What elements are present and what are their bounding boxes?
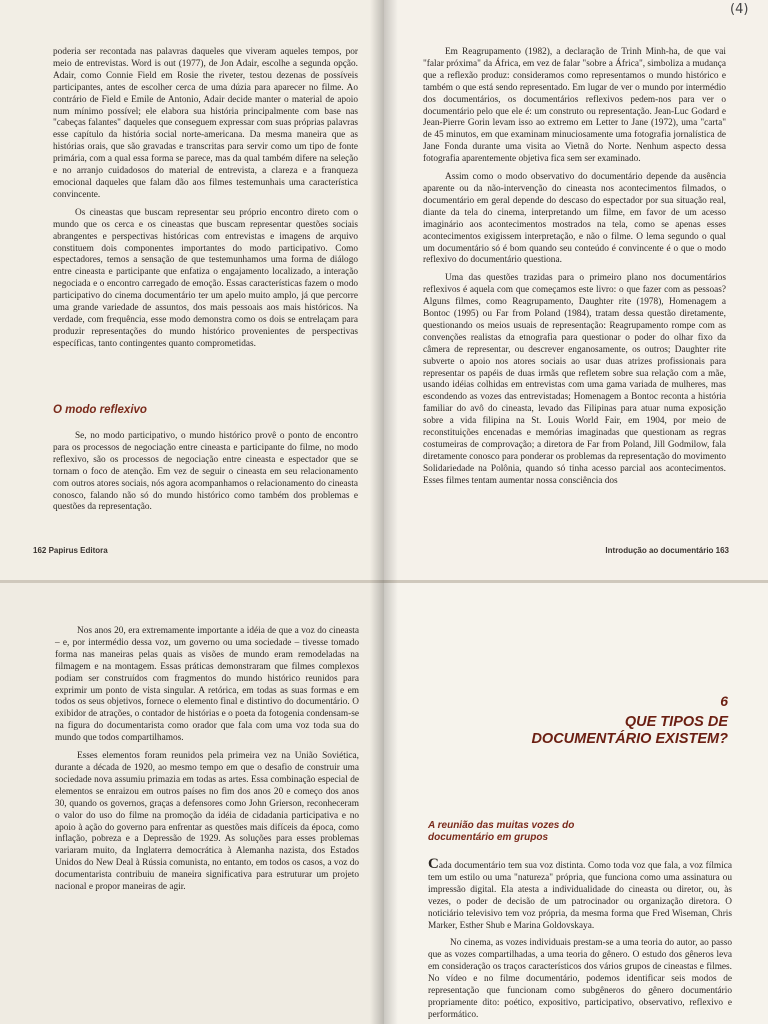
paragraph: Os cineastas que buscam representar seu próprio encontro direto com o mundo que os cerca e os cineastas que buscam representar questões sociais abrangentes e perspectivas históricas com entrevistas e imagens de arquivo constituem dois componentes importantes do modo participativo. Como espectadores, temos a sensação de que testemunhamos uma forma de diálogo entre cineasta e participante que enfatiza o engajamento localizado, a interação negociada e o encontro carregado de emoção. Essas características fazem o modo participativo do cinema documentário ter um apelo muito amplo, já que percorre uma grande variedade de assuntos, dos mais pessoais aos mais históricos. Na verdade, com frequência, esse modo demonstra como os dois se entrelaçam para produzir representações do mundo histórico provenientes de perspectivas específicas, tanto contingentes quanto comprometidas. xyxy=(53,207,358,349)
page-163 xyxy=(384,0,768,580)
page-bottom-left xyxy=(0,580,384,1024)
paragraph: No cinema, as vozes individuais prestam-se a uma teoria do autor, ao passo que as vozes compartilhadas, a uma teoria do gênero. O estudo dos gêneros leva em consideração os traços característicos dos vários grupos de cineastas e filmes. No vídeo e no filme documentário, podemos identificar seis modos de representação que funcionam como subgêneros do gênero documentário propriamente dito: poético, expositivo, participativo, observativo, reflexivo e performático. xyxy=(428,938,732,1020)
page-162 xyxy=(0,0,384,580)
page-edge xyxy=(0,580,384,583)
page-chapter-6 xyxy=(384,580,768,1024)
gutter-shadow xyxy=(370,0,384,580)
subheading-line: A reunião das muitas vozes do xyxy=(428,820,575,831)
paragraph: Esses elementos foram reunidos pela primeira vez na União Soviética, durante a década de 1920, ao mesmo tempo em que o desafio de construir uma sociedade nova assumiu primazia em todas as artes. Essa combinação especial de elementos se enraizou em outros países no fim dos anos 20 e começo dos anos 30, quando os governos, graças a defensores como John Grierson, reconheceram o valor do uso do filme na promoção da idéia de cidadania participativa e no apoio à ação do governo para enfrentar as questões mais difíceis da época, como inflação, pobreza e a Depressão de 1929. As soluções para esses problemas variaram muito, da Inglaterra democrática à Alemanha nazista, dos Estados Unidos do New Deal à Rússia comunista, no entanto, em todos os casos, a voz do documentarista contribuiu de maneira significativa para estruturar um projeto nacional e propor maneiras de agir. xyxy=(55,751,359,893)
paragraph: Uma das questões trazidas para o primeiro plano nos documentários reflexivos é aquela com que começamos este livro: o que fazer com as pessoas? Alguns filmes, como Reagrupamento, Daughter rite (1978), Homenagem a Bontoc (1995) ou Far from Poland (1984), tratam dessa questão diretamente, questionando os meios usuais de representação: Reagrupamento rompe com as convenções realistas da etnografia para questionar o poder do olhar fixo da câmera de representar, ou descrever enganosamente, os outros; Daughter rite subverte o apoio nos atores sociais ao usar duas atrizes profissionais para representar os papéis de duas irmãs que refletem sobre sua relação com a mãe, usando idéias colhidas em entrevistas com uma gama variada de mulheres, mas escondendo as vozes das entrevistadas; Homenagem a Bontoc reconta a história familiar do avô do cineasta, levado das Filipinas para atuar numa exposição sobre a vida filipina na St. Louis World Fair, em 1904, por meio de reconstituições encenadas e memórias imaginadas que questionam as regras costumeiras de comprovação; a diretora de Far from Poland, Jill Godmilow, fala diretamente conosco para ponderar os problemas da representação do movimento Solidariedade na Polônia, quando só tinha acesso parcial aos acontecimentos. Esses filmes tentam aumentar nossa consciência dos xyxy=(423,273,726,486)
section-heading: O modo reflexivo xyxy=(53,404,147,416)
drop-cap: C xyxy=(428,856,439,872)
paragraph: poderia ser recontada nas palavras daqueles que viveram aqueles tempos, por meio de entrevistas. Word is out (1977), de Jon Adair, escolhe a segunda opção. Adair, como Connie Field em Rosie the riveter, testou dezenas de possíveis participantes, antes de escolher cerca de uma dúzia para aparecer no filme. Ao contrário de Field e Emile de Antonio, Adair decide manter o material de apoio num mínimo possível; ele elabora sua história principalmente com base nas "cabeças falantes" daqueles que conseguem expressar com suas próprias palavras esse capítulo da história social norte-americana. Da mesma maneira que as histórias orais, que são gravadas e transcritas para servir como um tipo de fonte primária, com a qual essa forma se parece, mas da qual também difere na seleção e no arranjo cuidadosos do material de entrevista, a clareza e a franqueza emocional daqueles que falam dão aos filmes testemunhais uma característica convincente. xyxy=(53,47,358,200)
chapter-title xyxy=(408,714,728,748)
page-bottom-left-body xyxy=(55,626,359,894)
section-subheading xyxy=(428,820,728,844)
chapter-title-line: DOCUMENTÁRIO EXISTEM? xyxy=(531,731,728,747)
gutter-shadow xyxy=(384,0,398,580)
gutter-shadow xyxy=(384,580,398,1024)
page-162-body-2 xyxy=(53,431,358,514)
page-chapter-6-body xyxy=(428,856,732,1022)
page-footer: 162 Papirus Editora xyxy=(33,546,108,555)
subheading-line: documentário em grupos xyxy=(428,832,549,843)
paragraph xyxy=(428,856,732,932)
page-163-body xyxy=(423,47,726,488)
chapter-title-line: QUE TIPOS DE xyxy=(624,714,728,730)
paragraph-text: ada documentário tem sua voz distinta. Como toda voz que fala, a voz fílmica tem um estilo ou uma "natureza" própria, que funciona como uma assinatura ou impressão digital. Ela atesta a individualidade do cineasta ou diretor, ou, às vezes, o poder de decisão de um patrocinador ou organização diretora. O noticiário televisivo tem voz própria, da mesma forma que Fred Wiseman, Chris Marker, Esther Shub e Marina Goldovskaya. xyxy=(428,861,732,931)
page-162-body xyxy=(53,47,358,351)
page-edge xyxy=(384,580,768,583)
handwritten-page-mark: (4) xyxy=(730,2,749,17)
paragraph: Em Reagrupamento (1982), a declaração de Trinh Minh-ha, de que vai "falar próxima" da África, em vez de falar "sobre a África", simboliza a mudança que a reflexão produz: consideramos como representamos o mundo histórico e também o que está sendo representado. Em lugar de ver o mundo por intermédio dos documentários, os documentários reflexivos pedem-nos para ver o documentário pelo que ele é: um construto ou representação. Jean-Luc Godard e Jean-Pierre Gorin levam isso ao extremo em Letter to Jane (1972), uma "carta" de 45 minutos, em que examinam minuciosamente uma fotografia jornalística de Jane Fonda durante uma visita ao Vietnã do Norte. Nenhum aspecto dessa fotografia aparentemente objetiva fica sem ser examinado. xyxy=(423,47,726,165)
paragraph: Se, no modo participativo, o mundo histórico provê o ponto de encontro para os processos de negociação entre cineasta e participante do filme, no modo reflexivo, são os processos de negociação entre cineasta e espectador que se tornam o foco de atenção. Em vez de seguir o cineasta em seu relacionamento com outros atores sociais, nós agora acompanhamos o relacionamento do cineasta conosco, falando não só do mundo histórico como também dos problemas e questões da representação. xyxy=(53,431,358,513)
paragraph: Nos anos 20, era extremamente importante a idéia de que a voz do cineasta – e, por intermédio dessa voz, um governo ou uma sociedade – tivesse tomado forma nas maneiras pelas quais as visões de mundo eram remodeladas na filmagem e na montagem. Essas práticas demonstraram que filmes complexos podiam ser construídos com fragmentos do mundo histórico reunidos para exprimir um ponto de vista singular. A retórica, em todas as suas formas e em todos os seus objetivos, fornece o elemento final e distintivo do documentário. O exibidor de atrações, o contador de histórias e o poeta da fotogenia condensam-se na figura do documentarista como orador que fala com uma voz toda sua do mundo que todos compartilhamos. xyxy=(55,626,359,744)
paragraph: Assim como o modo observativo do documentário depende da ausência aparente ou da não-intervenção do cineasta nos acontecimentos filmados, o documentário em geral depende do descaso do espectador por sua situação real, diante da tela do cinema, interpretando um filme, em favor de um acesso imaginário aos acontecimentos mostrados na tela, como se apenas esses acontecimentos exigissem interpretação, e não o filme. O lema segundo o qual um documentário só é bom quando seu conteúdo é convincente é o que o modo reflexivo do documentário questiona. xyxy=(423,172,726,266)
chapter-number: 6 xyxy=(720,693,728,709)
page-footer: Introdução ao documentário 163 xyxy=(605,546,729,555)
gutter-shadow xyxy=(370,580,384,1024)
